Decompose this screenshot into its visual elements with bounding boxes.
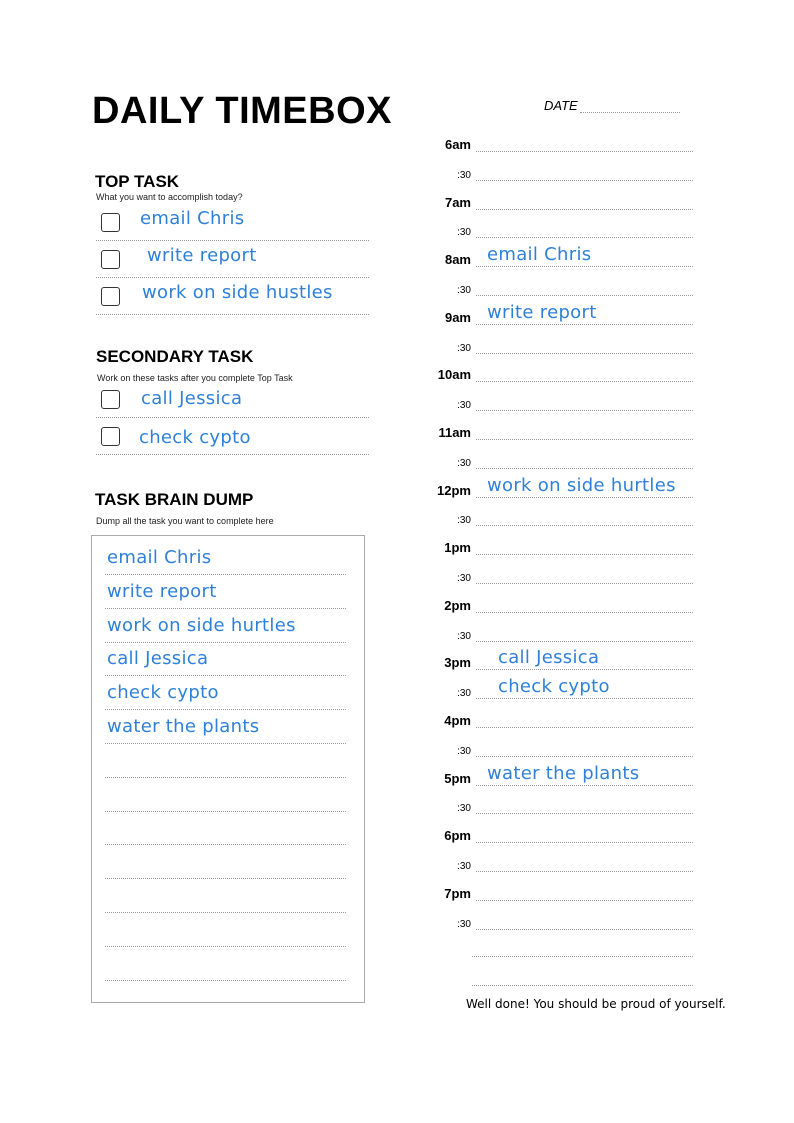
top-task-row[interactable] — [96, 240, 369, 278]
half-hour-slot[interactable] — [420, 498, 693, 526]
brain-dump-text: check cypto — [107, 682, 219, 704]
brain-dump-line[interactable] — [105, 675, 346, 710]
brain-dump-line[interactable] — [105, 709, 346, 744]
half-hour-slot[interactable] — [420, 729, 693, 757]
time-label: 2pm — [444, 597, 471, 613]
time-label: :30 — [457, 861, 471, 872]
slot-entry: email Chris — [487, 244, 592, 266]
half-hour-slot[interactable] — [420, 153, 693, 181]
time-label: 6am — [444, 137, 471, 152]
slot-entry: work on side hurtles — [487, 474, 676, 496]
brain-dump-text: email Chris — [107, 547, 212, 568]
task-text: call Jessica — [141, 388, 243, 409]
date-label: DATE — [544, 98, 578, 113]
task-text: check cypto — [139, 427, 251, 448]
time-label: 6pm — [444, 828, 471, 844]
brain-dump-line[interactable] — [105, 810, 346, 845]
brain-dump-line[interactable] — [105, 540, 346, 575]
brain-dump-text: call Jessica — [107, 648, 209, 670]
brain-dump-line[interactable] — [105, 743, 346, 778]
brain-dump-line[interactable] — [105, 574, 346, 609]
encouragement-note: Well done! You should be proud of yourself. — [466, 997, 726, 1011]
schedule-extra-line[interactable] — [472, 956, 693, 957]
time-label: :30 — [457, 169, 471, 181]
half-hour-slot[interactable] — [420, 326, 693, 354]
brain-dump-line[interactable] — [105, 641, 346, 676]
half-hour-slot[interactable] — [420, 210, 693, 238]
checkbox[interactable] — [101, 427, 120, 446]
slot-entry: water the plants — [487, 762, 640, 784]
half-hour-slot[interactable] — [420, 556, 693, 584]
hour-slot[interactable] — [420, 527, 693, 555]
brain-dump-line[interactable] — [105, 608, 346, 643]
hour-slot[interactable] — [420, 642, 693, 670]
time-label: 9am — [444, 309, 471, 325]
secondary-task-subheading: Work on these tasks after you complete Top Task — [97, 373, 293, 383]
brain-dump-line[interactable] — [105, 946, 346, 981]
time-label: :30 — [457, 342, 471, 354]
slot-entry: call Jessica — [498, 647, 600, 669]
time-label: 8am — [444, 252, 471, 268]
brain-dump-text: work on side hurtles — [107, 614, 296, 636]
hour-slot[interactable] — [420, 585, 693, 613]
top-task-subheading: What you want to accomplish today? — [96, 192, 243, 202]
time-label: :30 — [457, 285, 471, 296]
half-hour-slot[interactable] — [420, 441, 693, 469]
task-text: email Chris — [140, 208, 245, 229]
brain-dump-subheading: Dump all the task you want to complete here — [96, 516, 274, 526]
half-hour-slot[interactable] — [420, 844, 693, 872]
time-label: 10am — [437, 367, 471, 383]
hour-slot[interactable] — [420, 354, 693, 382]
brain-dump-line[interactable] — [105, 777, 346, 812]
time-label: :30 — [457, 457, 471, 469]
time-label: 12pm — [437, 482, 471, 498]
top-task-row[interactable] — [96, 203, 369, 241]
hour-slot[interactable] — [420, 182, 693, 210]
time-label: 7am — [444, 194, 471, 210]
time-label: :30 — [457, 227, 471, 239]
hour-slot[interactable] — [420, 873, 693, 901]
checkbox[interactable] — [101, 250, 120, 269]
hour-slot[interactable] — [420, 297, 693, 325]
half-hour-slot[interactable] — [420, 671, 693, 699]
brain-dump-text: write report — [107, 580, 217, 602]
brain-dump-line[interactable] — [105, 912, 346, 947]
half-hour-slot[interactable] — [420, 902, 693, 930]
time-label: 3pm — [444, 655, 471, 671]
secondary-task-heading: SECONDARY TASK — [96, 347, 254, 366]
hour-slot[interactable] — [420, 470, 693, 498]
top-task-row[interactable] — [96, 277, 369, 315]
hour-slot[interactable] — [420, 239, 693, 267]
half-hour-slot[interactable] — [420, 786, 693, 814]
hour-slot[interactable] — [420, 758, 693, 786]
half-hour-slot[interactable] — [420, 383, 693, 411]
task-text: write report — [147, 245, 257, 266]
time-label: 4pm — [444, 713, 471, 728]
time-label: :30 — [457, 918, 471, 930]
time-label: 7pm — [444, 885, 471, 901]
page-title: DAILY TIMEBOX — [92, 90, 392, 132]
brain-dump-text: water the plants — [107, 716, 260, 737]
checkbox[interactable] — [101, 287, 120, 306]
time-label: :30 — [457, 573, 471, 584]
top-task-heading: TOP TASK — [95, 172, 180, 191]
time-label: 5pm — [444, 770, 471, 786]
half-hour-slot[interactable] — [420, 268, 693, 296]
checkbox[interactable] — [101, 390, 120, 409]
brain-dump-line[interactable] — [105, 844, 346, 879]
schedule-extra-line[interactable] — [472, 985, 693, 986]
brain-dump-line[interactable] — [105, 878, 346, 913]
slot-line — [476, 929, 693, 930]
hour-slot[interactable] — [420, 124, 693, 152]
secondary-task-row[interactable] — [96, 380, 369, 418]
time-label: :30 — [457, 803, 471, 815]
time-label: :30 — [457, 630, 471, 642]
time-label: :30 — [457, 515, 471, 527]
slot-entry: check cypto — [498, 676, 610, 698]
task-text: work on side hustles — [142, 282, 333, 303]
date-field[interactable] — [580, 112, 680, 113]
hour-slot[interactable] — [420, 412, 693, 440]
hour-slot[interactable] — [420, 700, 693, 728]
slot-entry: write report — [487, 301, 597, 323]
time-label: 1pm — [444, 540, 471, 556]
time-label: 11am — [438, 425, 471, 440]
secondary-task-row[interactable] — [96, 417, 369, 455]
time-label: :30 — [457, 745, 471, 757]
checkbox[interactable] — [101, 213, 120, 232]
time-label: :30 — [457, 688, 471, 700]
half-hour-slot[interactable] — [420, 614, 693, 642]
hour-slot[interactable] — [420, 815, 693, 843]
brain-dump-heading: TASK BRAIN DUMP — [95, 490, 254, 509]
time-label: :30 — [457, 400, 471, 412]
